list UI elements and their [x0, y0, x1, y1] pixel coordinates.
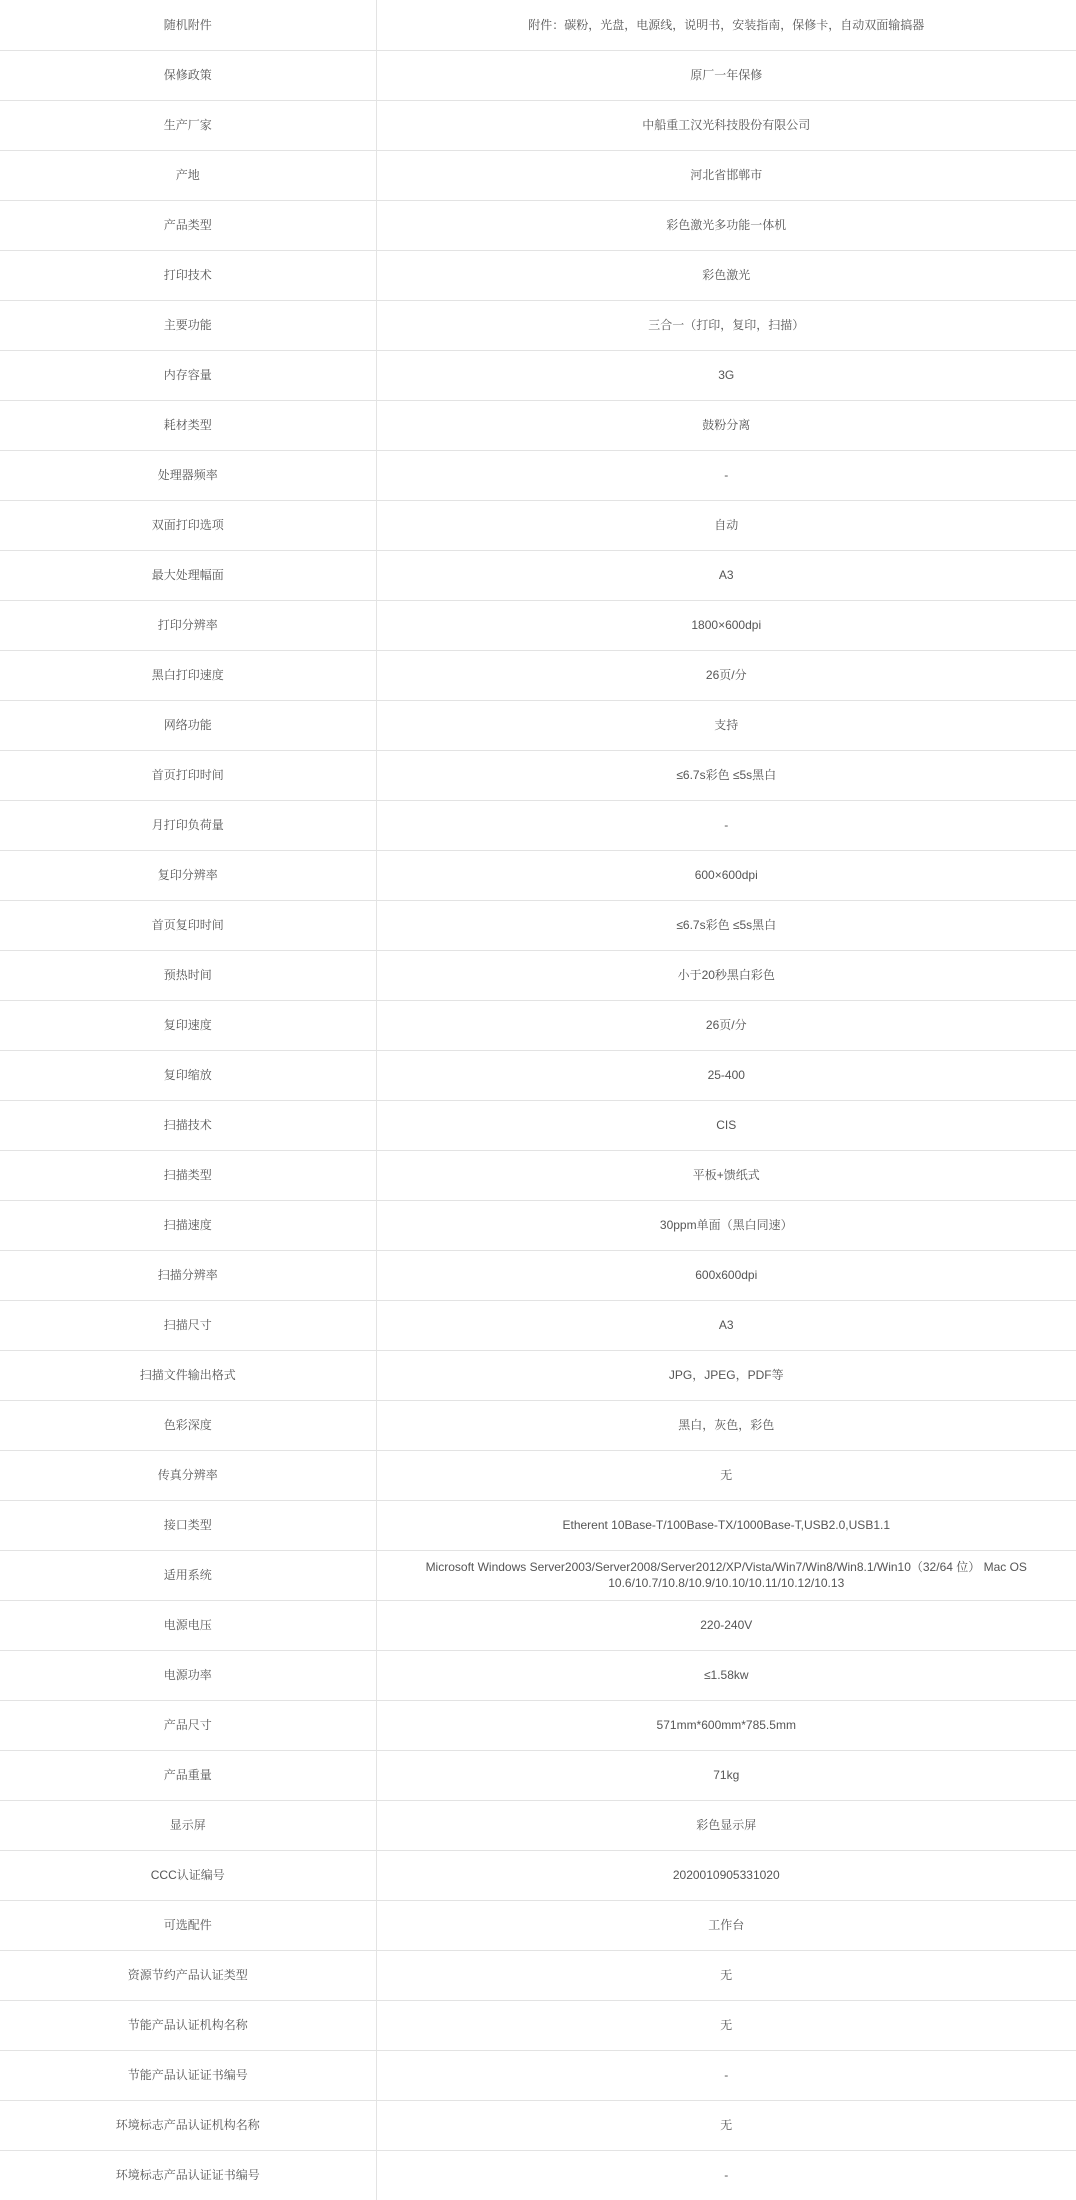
spec-label: 内存容量 [0, 350, 376, 400]
spec-label: 电源功率 [0, 1650, 376, 1700]
spec-row [0, 700, 1076, 750]
spec-label: 传真分辨率 [0, 1450, 376, 1500]
spec-row [0, 350, 1076, 400]
spec-value: 彩色激光 [376, 250, 1076, 300]
spec-row [0, 1650, 1076, 1700]
spec-row [0, 2100, 1076, 2150]
spec-label: 处理器频率 [0, 450, 376, 500]
spec-row [0, 1050, 1076, 1100]
spec-label: 耗材类型 [0, 400, 376, 450]
spec-label: CCC认证编号 [0, 1850, 376, 1900]
spec-label: 扫描分辨率 [0, 1250, 376, 1300]
spec-value: 25-400 [376, 1050, 1076, 1100]
spec-row [0, 500, 1076, 550]
spec-value: JPG，JPEG，PDF等 [376, 1350, 1076, 1400]
spec-value: 平板+馈纸式 [376, 1150, 1076, 1200]
spec-value: 600×600dpi [376, 850, 1076, 900]
spec-row [0, 1200, 1076, 1250]
spec-label: 产品类型 [0, 200, 376, 250]
spec-row [0, 400, 1076, 450]
spec-row [0, 2000, 1076, 2050]
spec-value: Microsoft Windows Server2003/Server2008/Server2012/XP/Vista/Win7/Win8/Win8.1/Win10（32/64 位） Mac OS 10.6/10.7/10.8/10.9/10.10/10.11/10.12/10.13 [376, 1550, 1076, 1600]
spec-label: 电源电压 [0, 1600, 376, 1650]
spec-value: 黑白，灰色，彩色 [376, 1400, 1076, 1450]
spec-row [0, 900, 1076, 950]
spec-label: 适用系统 [0, 1550, 376, 1600]
spec-value: A3 [376, 1300, 1076, 1350]
spec-value: 571mm*600mm*785.5mm [376, 1700, 1076, 1750]
spec-label: 扫描类型 [0, 1150, 376, 1200]
spec-label: 月打印负荷量 [0, 800, 376, 850]
spec-value: 自动 [376, 500, 1076, 550]
spec-row [0, 1750, 1076, 1800]
spec-value: ≤1.58kw [376, 1650, 1076, 1700]
spec-row [0, 1000, 1076, 1050]
spec-label: 扫描尺寸 [0, 1300, 376, 1350]
spec-value: 彩色显示屏 [376, 1800, 1076, 1850]
spec-row [0, 600, 1076, 650]
spec-value: 71kg [376, 1750, 1076, 1800]
spec-row [0, 1850, 1076, 1900]
spec-label: 资源节约产品认证类型 [0, 1950, 376, 2000]
spec-row [0, 1250, 1076, 1300]
spec-row [0, 1450, 1076, 1500]
spec-value: 工作台 [376, 1900, 1076, 1950]
spec-row [0, 1500, 1076, 1550]
spec-value: 3G [376, 350, 1076, 400]
spec-value: ≤6.7s彩色 ≤5s黑白 [376, 750, 1076, 800]
spec-value: 支持 [376, 700, 1076, 750]
spec-label: 节能产品认证机构名称 [0, 2000, 376, 2050]
spec-value: 小于20秒黑白彩色 [376, 950, 1076, 1000]
spec-row [0, 1100, 1076, 1150]
spec-value: 26页/分 [376, 650, 1076, 700]
spec-label: 首页打印时间 [0, 750, 376, 800]
spec-value: 无 [376, 2000, 1076, 2050]
spec-value: 26页/分 [376, 1000, 1076, 1050]
spec-value: 三合一（打印，复印，扫描） [376, 300, 1076, 350]
spec-value: Etherent 10Base-T/100Base-TX/1000Base-T,USB2.0,USB1.1 [376, 1500, 1076, 1550]
spec-row [0, 750, 1076, 800]
spec-row [0, 300, 1076, 350]
spec-row [0, 1600, 1076, 1650]
spec-row [0, 1350, 1076, 1400]
spec-row [0, 850, 1076, 900]
spec-row [0, 1800, 1076, 1850]
spec-label: 双面打印选项 [0, 500, 376, 550]
spec-row [0, 2050, 1076, 2100]
spec-value: 原厂一年保修 [376, 50, 1076, 100]
spec-label: 产品重量 [0, 1750, 376, 1800]
spec-label: 复印速度 [0, 1000, 376, 1050]
spec-value: 600x600dpi [376, 1250, 1076, 1300]
spec-row [0, 550, 1076, 600]
spec-label: 打印技术 [0, 250, 376, 300]
spec-label: 接口类型 [0, 1500, 376, 1550]
spec-value: 220-240V [376, 1600, 1076, 1650]
spec-label: 产品尺寸 [0, 1700, 376, 1750]
spec-value: ≤6.7s彩色 ≤5s黑白 [376, 900, 1076, 950]
spec-row [0, 1900, 1076, 1950]
spec-row [0, 1700, 1076, 1750]
spec-row [0, 650, 1076, 700]
spec-label: 复印缩放 [0, 1050, 376, 1100]
spec-value: 无 [376, 1950, 1076, 2000]
spec-label: 复印分辨率 [0, 850, 376, 900]
spec-value: A3 [376, 550, 1076, 600]
spec-value: 中船重工汉光科技股份有限公司 [376, 100, 1076, 150]
spec-value: - [376, 800, 1076, 850]
spec-value: 2020010905331020 [376, 1850, 1076, 1900]
spec-row [0, 450, 1076, 500]
spec-label: 主要功能 [0, 300, 376, 350]
spec-label: 扫描速度 [0, 1200, 376, 1250]
spec-row [0, 200, 1076, 250]
spec-row [0, 1300, 1076, 1350]
spec-label: 黑白打印速度 [0, 650, 376, 700]
spec-value: 1800×600dpi [376, 600, 1076, 650]
spec-row [0, 1150, 1076, 1200]
spec-label: 预热时间 [0, 950, 376, 1000]
spec-row [0, 1550, 1076, 1600]
spec-value: 河北省邯郸市 [376, 150, 1076, 200]
spec-value: 无 [376, 2100, 1076, 2150]
spec-label: 打印分辨率 [0, 600, 376, 650]
spec-row [0, 250, 1076, 300]
spec-value: CIS [376, 1100, 1076, 1150]
spec-value: 鼓粉分离 [376, 400, 1076, 450]
spec-row [0, 1400, 1076, 1450]
spec-value: - [376, 2050, 1076, 2100]
spec-row [0, 0, 1076, 50]
spec-value: 无 [376, 1450, 1076, 1500]
spec-row [0, 50, 1076, 100]
spec-row [0, 150, 1076, 200]
spec-label: 网络功能 [0, 700, 376, 750]
spec-label: 扫描文件输出格式 [0, 1350, 376, 1400]
spec-label: 随机附件 [0, 0, 376, 50]
spec-label: 节能产品认证证书编号 [0, 2050, 376, 2100]
spec-label: 色彩深度 [0, 1400, 376, 1450]
spec-label: 最大处理幅面 [0, 550, 376, 600]
spec-label: 保修政策 [0, 50, 376, 100]
spec-value: - [376, 450, 1076, 500]
spec-label: 可选配件 [0, 1900, 376, 1950]
spec-label: 环境标志产品认证证书编号 [0, 2150, 376, 2200]
spec-row [0, 1950, 1076, 2000]
spec-row [0, 100, 1076, 150]
spec-label: 扫描技术 [0, 1100, 376, 1150]
spec-value: 附件：碳粉，光盘，电源线，说明书，安装指南，保修卡，自动双面输搞器 [376, 0, 1076, 50]
spec-label: 首页复印时间 [0, 900, 376, 950]
spec-label: 环境标志产品认证机构名称 [0, 2100, 376, 2150]
spec-row [0, 950, 1076, 1000]
spec-label: 显示屏 [0, 1800, 376, 1850]
spec-value: - [724, 2168, 729, 2183]
spec-row [0, 800, 1076, 850]
spec-label: 产地 [0, 150, 376, 200]
spec-value: 30ppm单面（黑白同速） [376, 1200, 1076, 1250]
spec-label: 生产厂家 [0, 100, 376, 150]
spec-value: 彩色激光多功能一体机 [376, 200, 1076, 250]
